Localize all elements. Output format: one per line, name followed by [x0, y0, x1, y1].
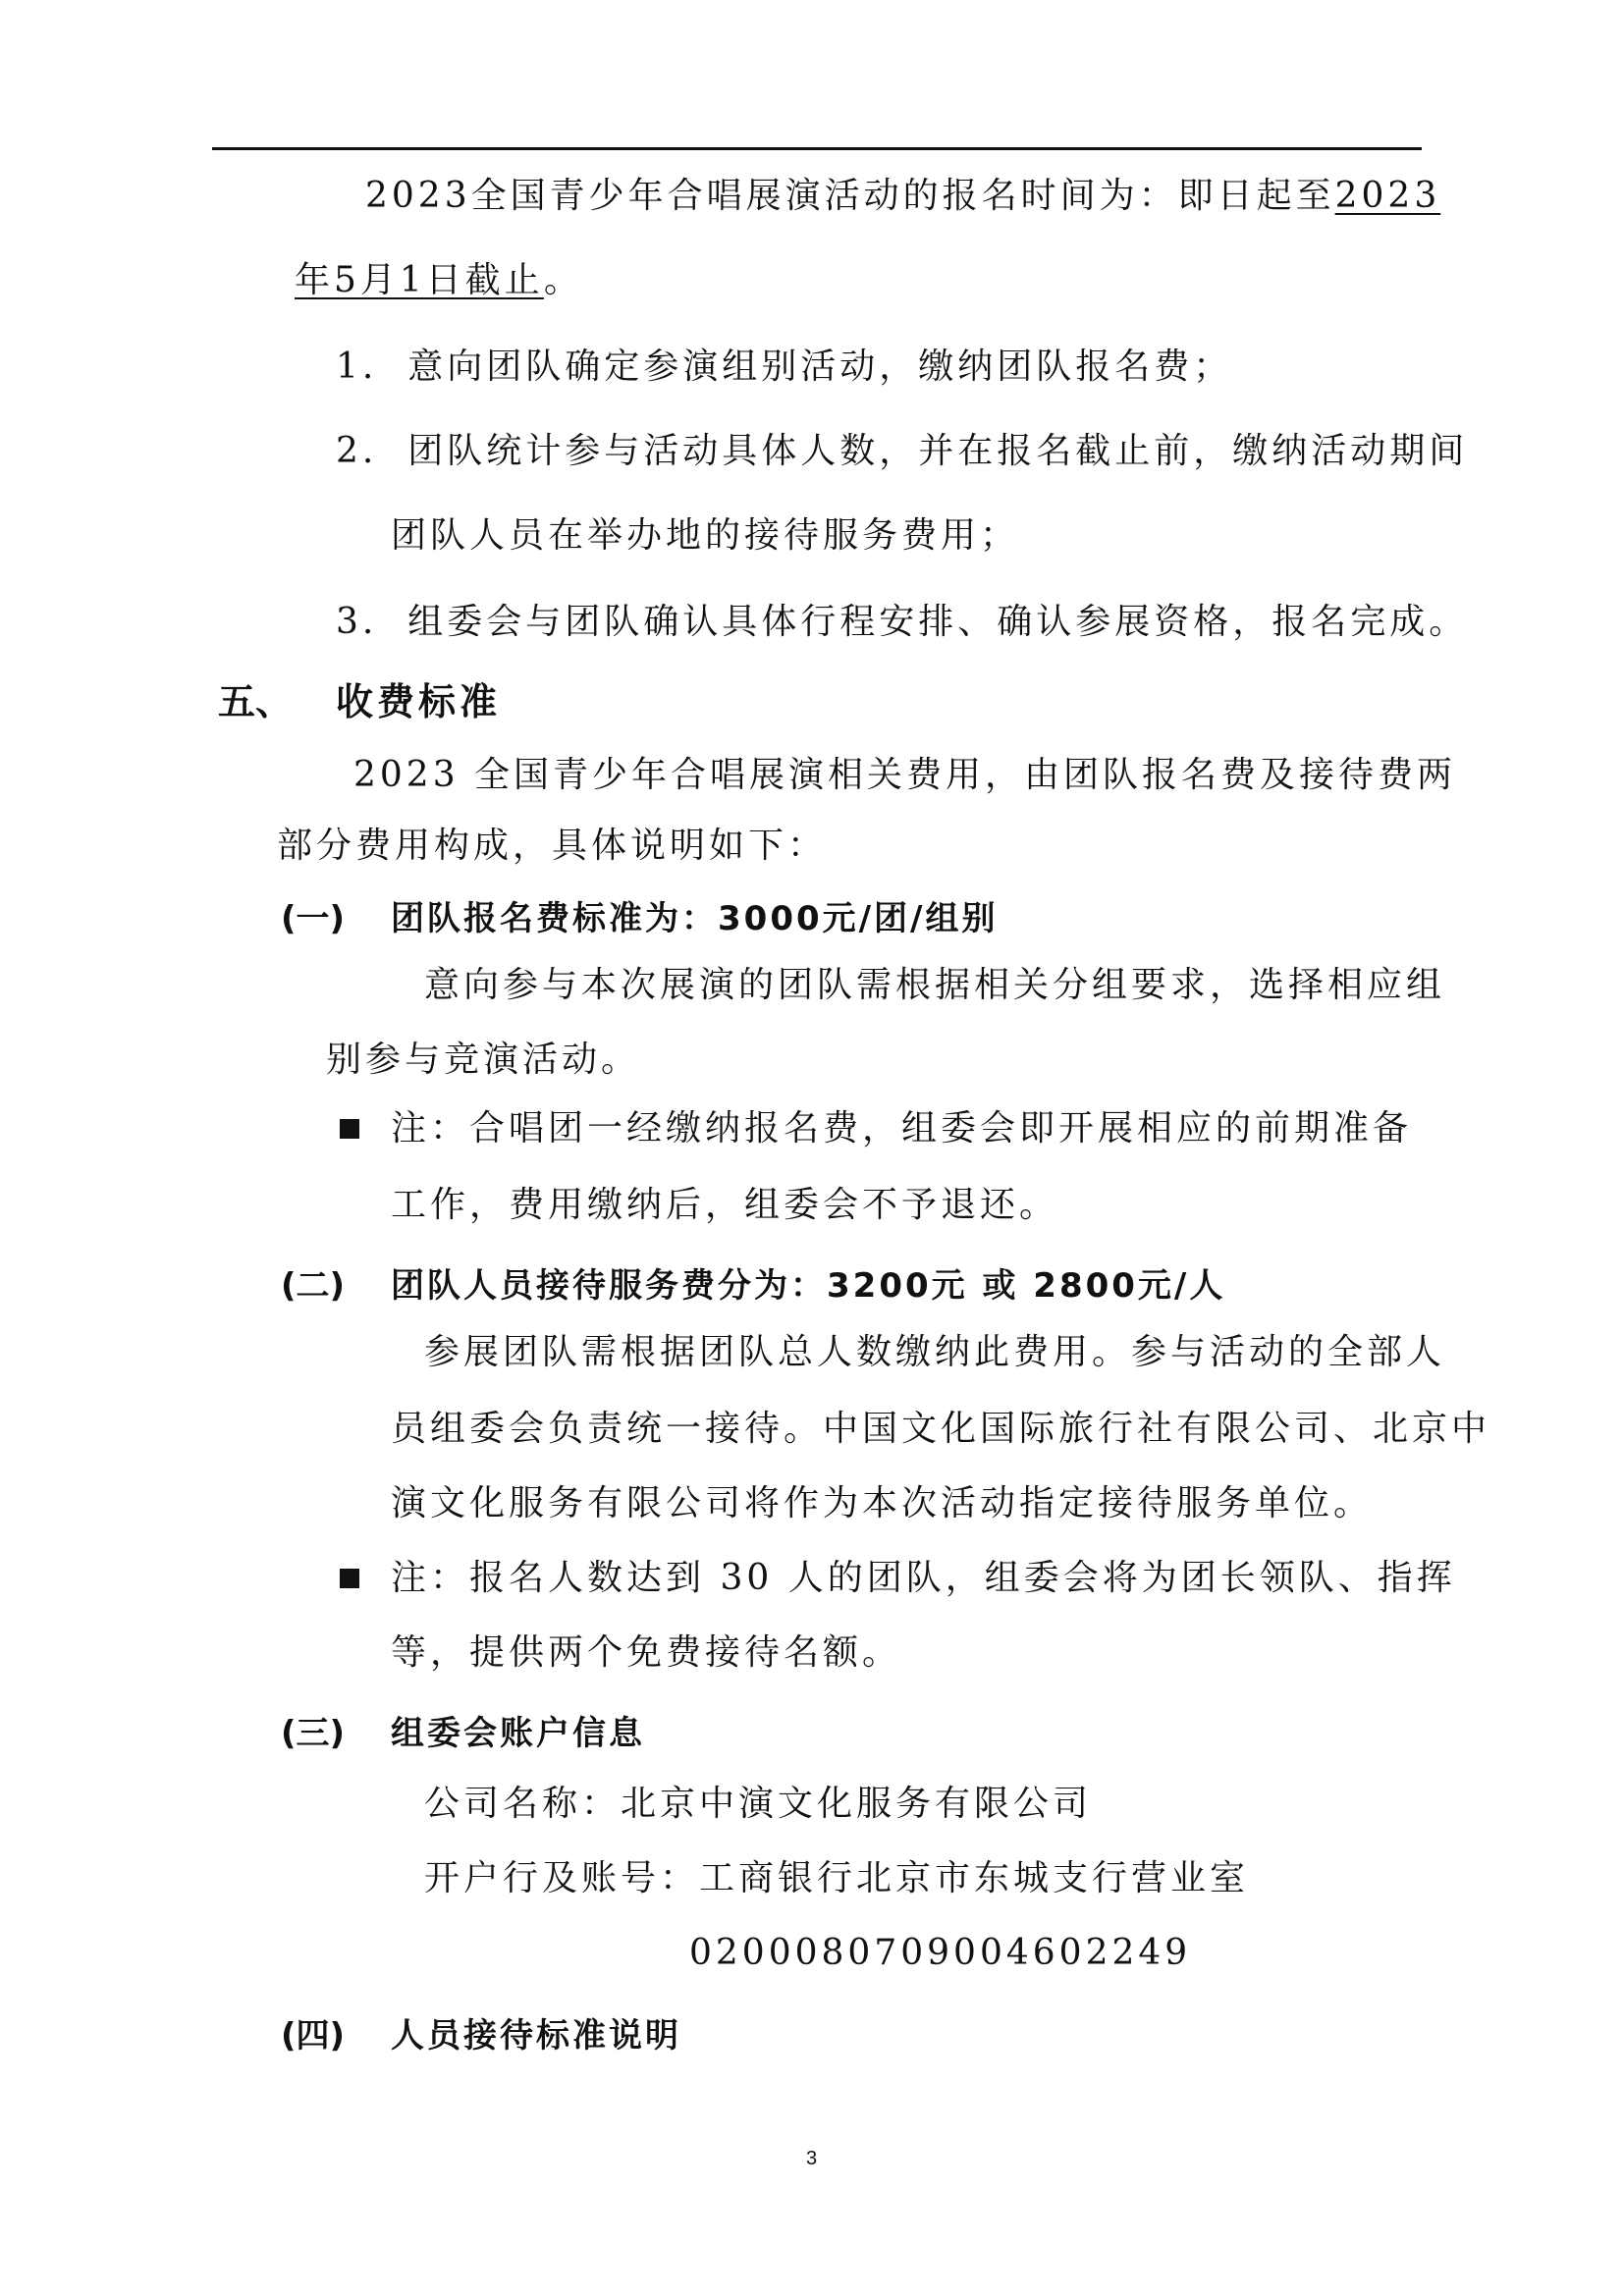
step-number: 1. [336, 347, 378, 387]
section-number: 五、 [218, 680, 294, 723]
section5-paragraph-line-2: 部分费用构成，具体说明如下： [277, 826, 828, 866]
sub2-note-line-1: 注：报名人数达到 30 人的团队，组委会将为团长领队、指挥 [391, 1558, 1456, 1598]
sub2-paragraph-line-3: 演文化服务有限公司将作为本次活动指定接待服务单位。 [391, 1483, 1374, 1523]
intro-text: 2023全国青少年合唱展演活动的报名时间为：即日起至 [365, 176, 1335, 216]
page-number: 3 [805, 2148, 818, 2169]
company-name: 公司名称：北京中演文化服务有限公司 [424, 1784, 1093, 1824]
sub1-paragraph-line-2: 别参与竞演活动。 [326, 1040, 641, 1080]
step-text: 团队统计参与活动具体人数，并在报名截止前，缴纳活动期间 [407, 431, 1469, 471]
square-bullet-icon [340, 1569, 359, 1588]
step-number: 3. [336, 602, 378, 642]
section-title: 收费标准 [336, 680, 502, 723]
sub2-paragraph-line-1: 参展团队需根据团队总人数缴纳此费用。参与活动的全部人 [424, 1332, 1446, 1372]
subsection-number: (二) [281, 1266, 346, 1306]
account-number: 0200080709004602249 [689, 1933, 1192, 1973]
step-number: 2. [336, 431, 378, 471]
intro-date-deadline: 年5月1日截止 [295, 260, 544, 300]
intro-date-year: 2023 [1334, 176, 1441, 216]
step-2 [336, 428, 1468, 475]
step-text: 意向团队确定参演组别活动，缴纳团队报名费； [407, 347, 1233, 387]
subsection-title: 组委会账户信息 [391, 1714, 645, 1753]
intro-line-1 [365, 173, 1440, 220]
subsection-title: 团队人员接待服务费分为：3200元 或 2800元/人 [391, 1266, 1226, 1306]
bank-info: 开户行及账号：工商银行北京市东城支行营业室 [424, 1858, 1250, 1898]
intro-line-2: 年5月1日截止。 [295, 260, 583, 300]
step-3 [336, 599, 1468, 646]
step-2-continued: 团队人员在举办地的接待服务费用； [391, 515, 1020, 556]
square-bullet-icon [340, 1119, 359, 1139]
subsection-number: (四) [281, 2016, 346, 2056]
subsection-number: (一) [281, 899, 346, 938]
sub1-paragraph-line-1: 意向参与本次展演的团队需根据相关分组要求，选择相应组 [424, 965, 1446, 1005]
sub1-note-line-2: 工作，费用缴纳后，组委会不予退还。 [391, 1185, 1059, 1225]
section5-paragraph-line-1: 2023 全国青少年合唱展演相关费用，由团队报名费及接待费两 [353, 755, 1457, 795]
header-rule [212, 147, 1422, 150]
sub2-note-line-2: 等，提供两个免费接待名额。 [391, 1632, 902, 1673]
subsection-title: 团队报名费标准为：3000元/团/组别 [391, 899, 999, 938]
step-1 [336, 344, 1232, 391]
sub2-paragraph-line-2: 员组委会负责统一接待。中国文化国际旅行社有限公司、北京中 [391, 1409, 1491, 1449]
sub1-note-line-1: 注：合唱团一经缴纳报名费，组委会即开展相应的前期准备 [391, 1108, 1413, 1148]
subsection-number: (三) [281, 1714, 346, 1753]
step-text: 组委会与团队确认具体行程安排、确认参展资格，报名完成。 [407, 602, 1469, 642]
subsection-title: 人员接待标准说明 [391, 2016, 681, 2056]
